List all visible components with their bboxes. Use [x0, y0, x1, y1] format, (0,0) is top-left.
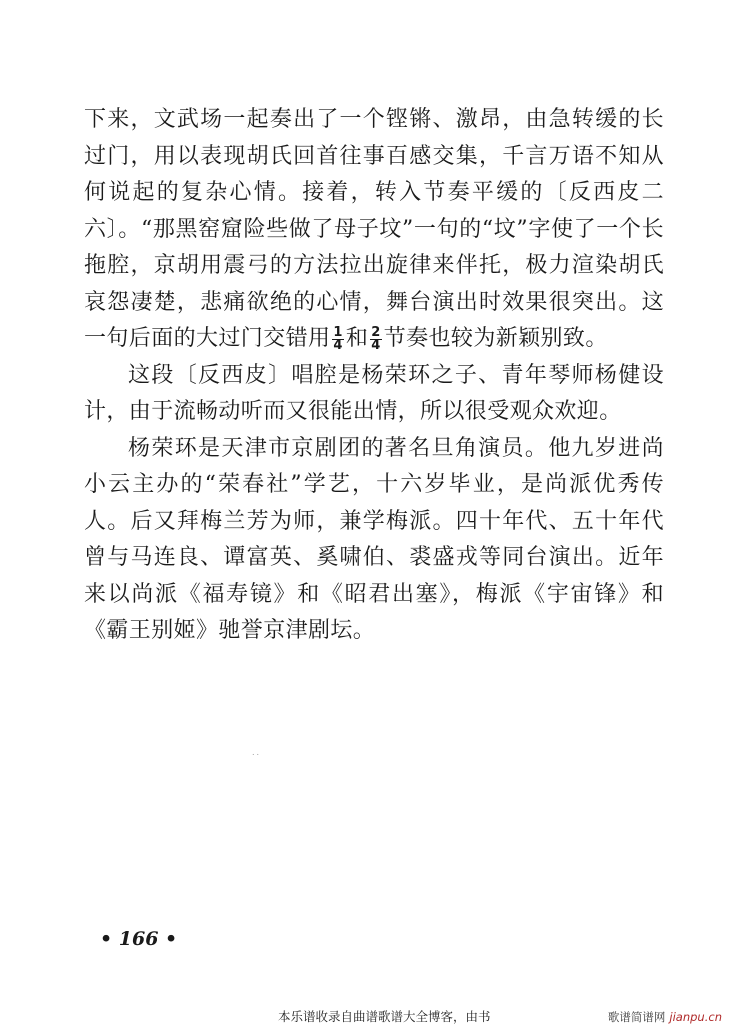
paragraph-1-text-b: 和 [345, 326, 369, 351]
fraction-numerator: 1 [333, 324, 343, 340]
paragraph-1-text-a: 下来，文武场一起奏出了一个铿锵、激昂，由急转缓的长过门，用以表现胡氏回首往事百感交集，千言万语不知从何说起的复杂心情。接着，转入节奏平缓的〔反西皮二六〕。“那黑窑窟险些做了母子坟”一句的“坟”字使了一个长拖腔，京胡用震弓的方法拉出旋律来伴托，极力渲染胡氏哀怨凄楚，悲痛欲绝的心情，舞台演出时效果很突出。这一句后面的大过门交错用 [84, 107, 664, 351]
fraction-denominator: 4 [371, 337, 381, 353]
fraction-two-quarters [370, 324, 381, 353]
paragraph-2: 这段〔反西皮〕唱腔是杨荣环之子、青年琴师杨健设计，由于流畅动听而又很能出情，所以很受观众欢迎。 [84, 362, 664, 424]
paragraph-3: 杨荣环是天津市京剧团的著名旦角演员。他九岁进尚小云主办的“荣春社”学艺，十六岁毕业，是尚派优秀传人。后又拜梅兰芳为师，兼学梅派。四十年代、五十年代曾与马连良、谭富英、奚啸伯、裘盛戎等同台演出。近年来以尚派《福寿镜》和《昭君出塞》，梅派《宇宙锋》和《霸王别姬》驰誉京津剧坛。 [84, 435, 664, 643]
watermark-url: jianpu.cn [669, 1010, 722, 1024]
watermark [608, 1009, 722, 1025]
fraction-denominator: 4 [333, 337, 343, 353]
scan-speck: .. [252, 748, 262, 757]
watermark-text: 歌谱简谱网 [607, 1010, 666, 1024]
footer-note: 本乐谱收录自曲谱歌谱大全博客，由书 [278, 1009, 491, 1024]
paragraph-1 [84, 102, 664, 358]
page-number: • 166 • [100, 928, 178, 950]
paragraph-1-text-c: 节奏也较为新颖别致。 [383, 326, 608, 351]
fraction-one-quarter [332, 324, 343, 353]
fraction-numerator: 2 [371, 324, 381, 340]
body-text [84, 102, 664, 650]
